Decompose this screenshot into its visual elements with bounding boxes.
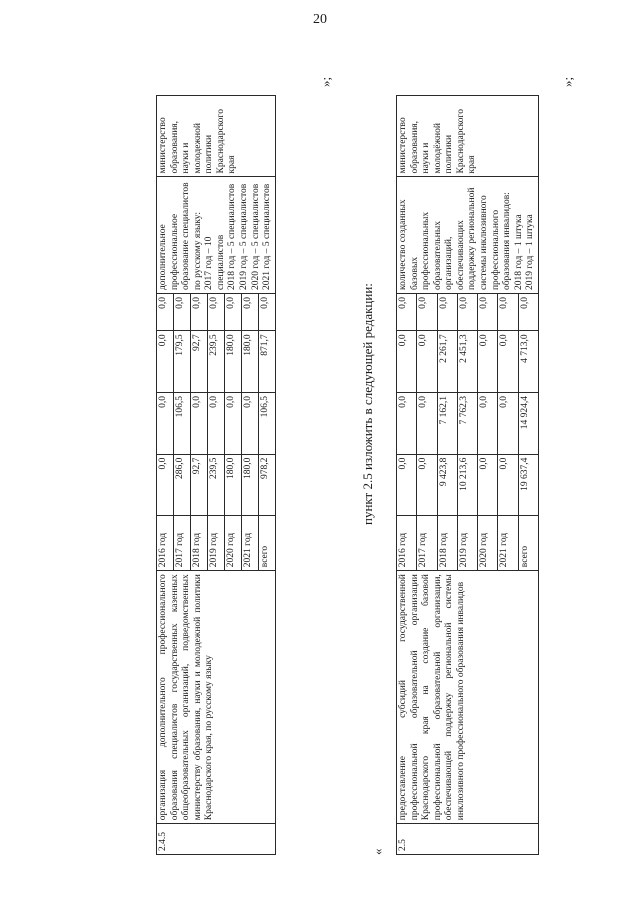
value-cell: 0,0 [397, 393, 417, 455]
result-line: количество созданных базовых профессиональных образовательных организаций, обеспечивающих поддержку региональной системы инклюзивного профессионального образования инвалидов: [398, 187, 513, 291]
value-cell: 0,0 [397, 294, 417, 331]
value-cell: 0,0 [518, 294, 538, 331]
value-cell: 0,0 [207, 393, 224, 455]
value-cell: 92,7 [190, 454, 207, 516]
value-cell: 0,0 [478, 393, 498, 455]
value-cell: 0,0 [498, 331, 518, 393]
value-cell: 4 713,0 [518, 331, 538, 393]
value-cell: 0,0 [190, 393, 207, 455]
closing-quote: »; [318, 76, 333, 87]
opening-quote: « [370, 848, 385, 855]
value-cell: 0,0 [457, 294, 477, 331]
result-line: 2017 год – 10 специалистов [204, 234, 226, 291]
value-cell: 0,0 [498, 393, 518, 455]
value-cell: 92,7 [190, 331, 207, 393]
result-line: 2018 год – 5 специалистов [227, 183, 238, 291]
value-cell: 0,0 [157, 393, 174, 455]
result-line: 2018 год – 1 штука [513, 214, 524, 291]
rotated-page-content [60, 35, 620, 855]
value-cell: 0,0 [157, 331, 174, 393]
value-cell: 239,5 [207, 331, 224, 393]
result-cell [157, 177, 276, 294]
value-cell: 179,5 [173, 331, 190, 393]
result-line: 2019 год – 1 штука [525, 214, 536, 291]
year-cell: 2019 год [207, 516, 224, 571]
result-cell [397, 177, 539, 294]
paragraph-instruction: пункт 2.5 изложить в следующей редакции: [360, 283, 375, 525]
value-cell: 0,0 [397, 331, 417, 393]
year-cell: 2017 год [173, 516, 190, 571]
year-cell: 2019 год [457, 516, 477, 571]
value-cell: 239,5 [207, 454, 224, 516]
value-cell: 0,0 [241, 294, 258, 331]
value-cell: 2 451,3 [457, 331, 477, 393]
value-cell: 286,0 [173, 454, 190, 516]
executor-cell: министерство образования, науки и молодежной политики Краснодарского края [157, 96, 276, 177]
value-cell: 106,5 [173, 393, 190, 455]
result-line: дополнительное профессиональное образование специалистов по русскому языку: [158, 182, 203, 291]
page-number: 20 [313, 12, 327, 27]
closing-quote: »; [560, 76, 575, 87]
value-cell: 0,0 [190, 294, 207, 331]
value-cell: 0,0 [224, 393, 241, 455]
value-cell: 0,0 [157, 454, 174, 516]
year-cell: 2021 год [241, 516, 258, 571]
year-cell: всего [518, 516, 538, 571]
value-cell: 0,0 [241, 393, 258, 455]
value-cell: 2 261,7 [437, 331, 457, 393]
table-row [157, 96, 174, 855]
value-cell: 978,2 [258, 454, 275, 516]
year-cell: 2018 год [190, 516, 207, 571]
table-item-2-4-5 [156, 95, 276, 855]
value-cell: 0,0 [417, 331, 437, 393]
value-cell: 180,0 [241, 331, 258, 393]
value-cell: 0,0 [397, 454, 417, 516]
year-cell: 2020 год [478, 516, 498, 571]
value-cell: 7 162,1 [437, 393, 457, 455]
year-cell: 2017 год [417, 516, 437, 571]
value-cell: 0,0 [478, 454, 498, 516]
value-cell: 180,0 [224, 454, 241, 516]
value-cell: 0,0 [417, 454, 437, 516]
value-cell: 19 637,4 [518, 454, 538, 516]
table-row [397, 96, 417, 855]
value-cell: 0,0 [478, 294, 498, 331]
value-cell: 0,0 [207, 294, 224, 331]
year-cell: 2020 год [224, 516, 241, 571]
item-number: 2.5 [397, 824, 539, 855]
value-cell: 180,0 [224, 331, 241, 393]
year-cell: всего [258, 516, 275, 571]
value-cell: 7 762,3 [457, 393, 477, 455]
value-cell: 0,0 [224, 294, 241, 331]
value-cell: 871,7 [258, 331, 275, 393]
value-cell: 14 924,4 [518, 393, 538, 455]
result-line: 2021 год – 5 специалистов [262, 183, 273, 291]
value-cell: 0,0 [157, 294, 174, 331]
value-cell: 9 423,8 [437, 454, 457, 516]
value-cell: 0,0 [173, 294, 190, 331]
table-item-2-5 [396, 95, 539, 855]
year-cell: 2016 год [397, 516, 417, 571]
value-cell: 0,0 [417, 393, 437, 455]
value-cell: 0,0 [417, 294, 437, 331]
value-cell: 0,0 [437, 294, 457, 331]
executor-cell: министерство образования, науки и молодёжной политики Краснодарского края [397, 96, 539, 177]
item-description: организация дополнительного профессионального образования специалистов государственных казенных общеобразовательных организаций, подведомственных министерству образования, науки и молодежной политики Краснодарского края, по русскому языку [157, 571, 276, 824]
value-cell: 180,0 [241, 454, 258, 516]
value-cell: 106,5 [258, 393, 275, 455]
value-cell: 0,0 [498, 454, 518, 516]
result-line: 2019 год – 5 специалистов [239, 183, 250, 291]
value-cell: 0,0 [258, 294, 275, 331]
year-cell: 2016 год [157, 516, 174, 571]
value-cell: 0,0 [478, 331, 498, 393]
year-cell: 2021 год [498, 516, 518, 571]
item-description: предоставление субсидий государственной профессиональной образовательной организации Краснодарского края на создание базовой профессиональной образовательной организации, обеспечивающей поддержку региональной системы инклюзивного профессионального образования инвалидов [397, 571, 539, 824]
year-cell: 2018 год [437, 516, 457, 571]
item-number: 2.4.5 [157, 824, 276, 855]
value-cell: 0,0 [498, 294, 518, 331]
result-line: 2020 год – 5 специалистов [250, 183, 261, 291]
value-cell: 10 213,6 [457, 454, 477, 516]
